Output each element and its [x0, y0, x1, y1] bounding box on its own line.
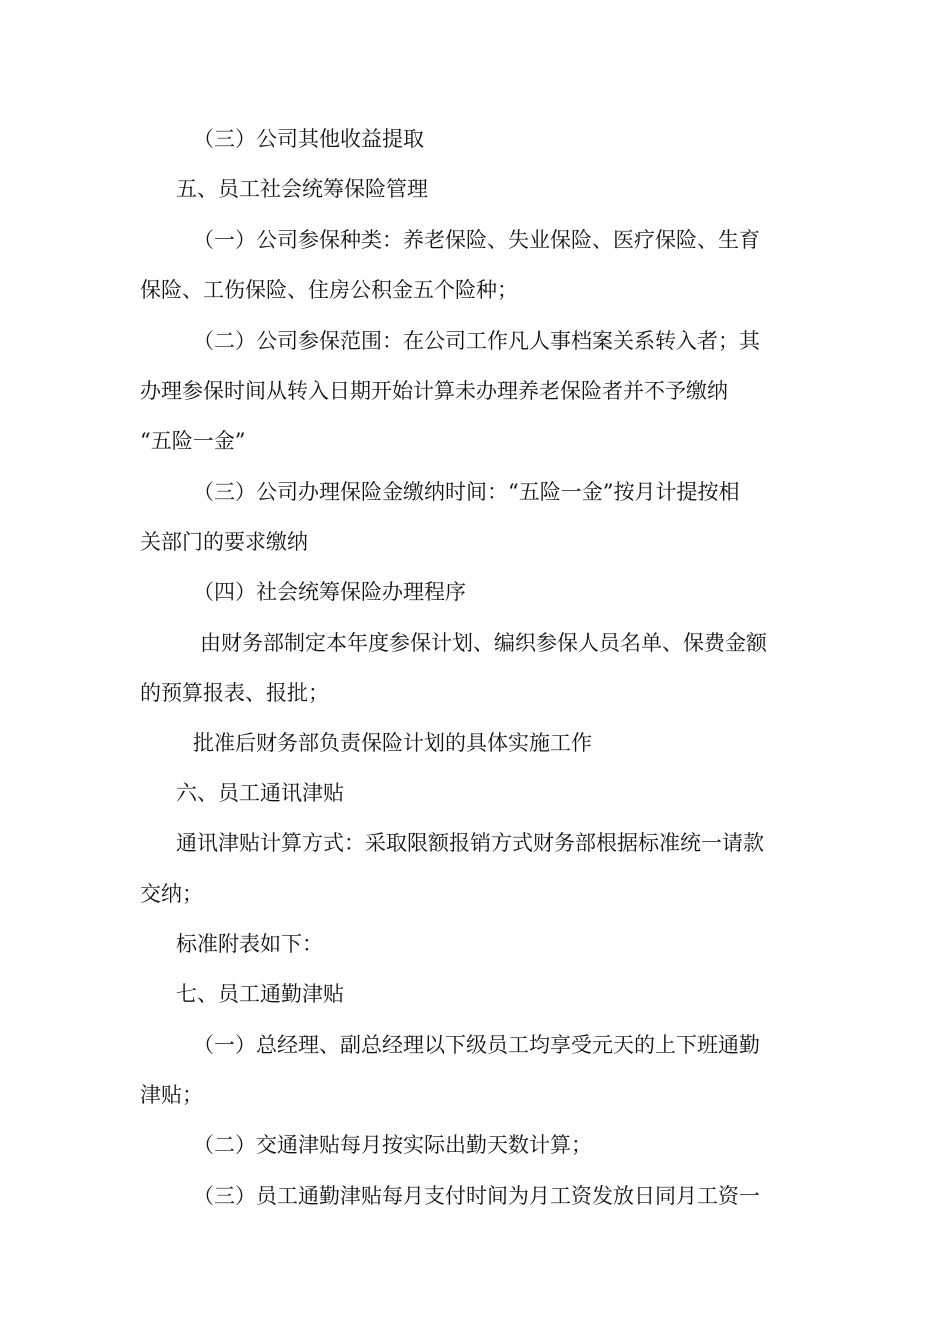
text-line: 通讯津贴计算方式：采取限额报销方式财务部根据标准统一请款 — [176, 831, 764, 855]
text-line: （二）公司参保范围：在公司工作凡人事档案关系转入者；其 — [193, 329, 760, 353]
text-line: （二）交通津贴每月按实际出勤天数计算； — [193, 1133, 592, 1157]
section-heading: 五、员工社会统筹保险管理 — [176, 177, 428, 201]
text-line: （三）员工通勤津贴每月支付时间为月工资发放日同月工资一 — [193, 1184, 760, 1208]
text-line: （一）公司参保种类：养老保险、失业保险、医疗保险、生育 — [193, 228, 760, 252]
text-line: 标准附表如下： — [176, 932, 323, 956]
text-line: 津贴； — [140, 1083, 203, 1107]
text-line: （三）公司办理保险金缴纳时间：“五险一金”按月计提按相 — [193, 480, 740, 504]
text-line: 批准后财务部负责保险计划的具体实施工作 — [193, 731, 592, 755]
text-line: 办理参保时间从转入日期开始计算未办理养老保险者并不予缴纳 — [140, 379, 728, 403]
text-line: （一）总经理、副总经理以下级员工均享受元天的上下班通勤 — [193, 1033, 760, 1057]
text-line: 由财务部制定本年度参保计划、编织参保人员名单、保费金额 — [200, 631, 767, 655]
text-line: “五险一金” — [140, 429, 246, 453]
section-heading: 六、员工通讯津贴 — [176, 781, 344, 805]
text-line: 保险、工伤保险、住房公积金五个险种； — [140, 278, 518, 302]
text-line: （四）社会统筹保险办理程序 — [193, 580, 466, 604]
text-line: 关部门的要求缴纳 — [140, 530, 308, 554]
section-heading: 七、员工通勤津贴 — [176, 982, 344, 1006]
text-line: （三）公司其他收益提取 — [193, 127, 424, 151]
text-line: 交纳； — [140, 882, 203, 906]
text-line: 的预算报表、报批； — [140, 681, 329, 705]
